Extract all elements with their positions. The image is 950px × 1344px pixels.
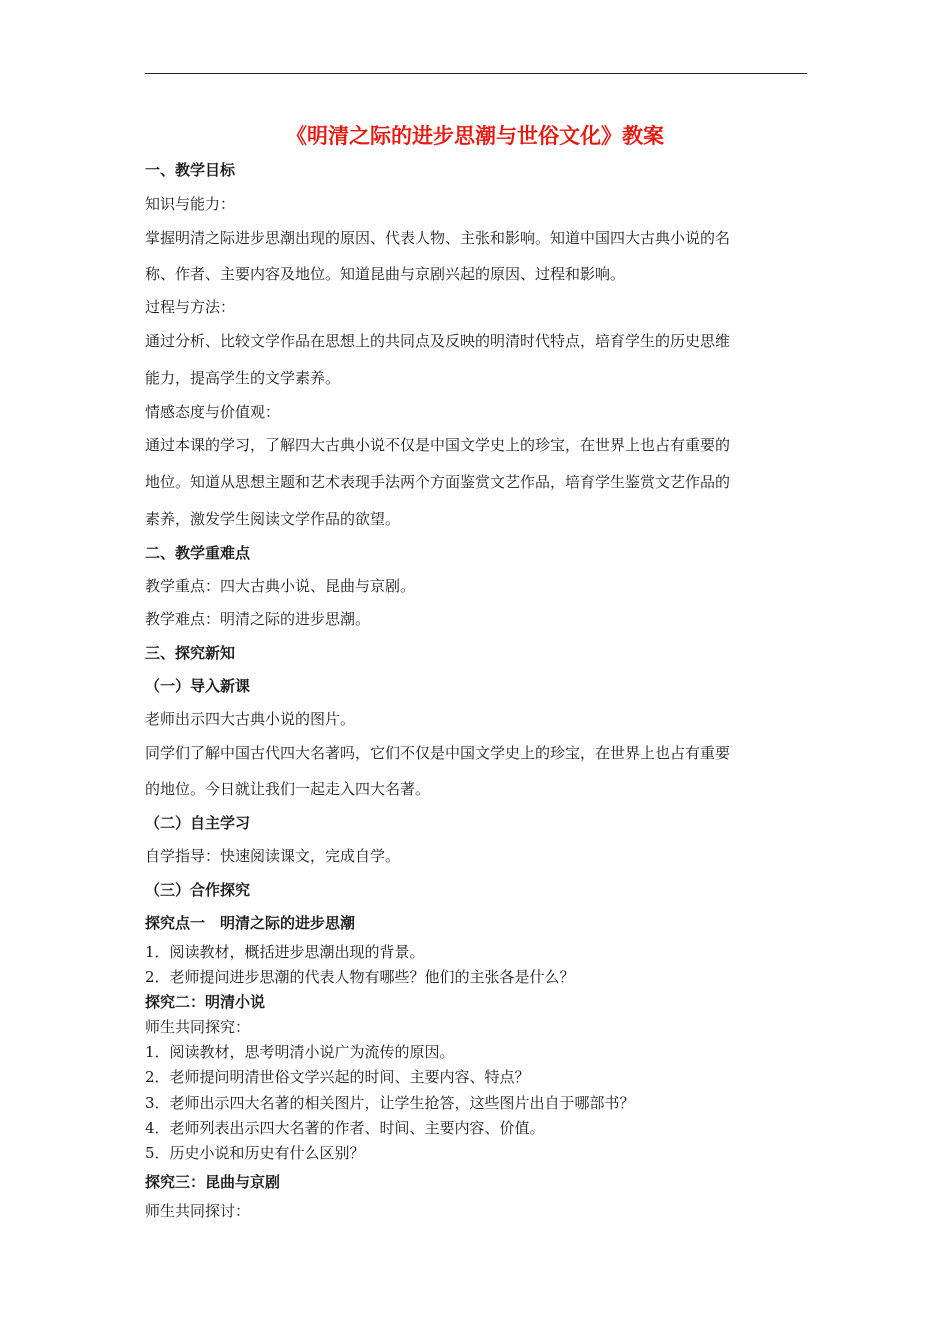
paragraph-line: 同学们了解中国古代四大名著吗，它们不仅是中国文学史上的珍宝，在世界上也占有重要 bbox=[145, 744, 731, 762]
list-item: 2．老师提问进步思潮的代表人物有哪些？他们的主张各是什么？ bbox=[145, 968, 575, 986]
header-rule bbox=[145, 73, 807, 74]
list-item: 2．老师提问明清世俗文学兴起的时间、主要内容、特点？ bbox=[145, 1068, 530, 1086]
paragraph-line: 老师出示四大古典小说的图片。 bbox=[145, 710, 356, 728]
paragraph-line: 师生共同探讨： bbox=[145, 1202, 251, 1220]
list-item: 3．老师出示四大名著的相关图片，让学生抢答，这些图片出自于哪部书？ bbox=[145, 1094, 635, 1112]
subheading: 知识与能力： bbox=[145, 195, 236, 213]
paragraph-line: 素养，激发学生阅读文学作品的欲望。 bbox=[145, 510, 401, 528]
list-item: 1．阅读教材，概括进步思潮出现的背景。 bbox=[145, 943, 425, 961]
paragraph-line: 称、作者、主要内容及地位。知道昆曲与京剧兴起的原因、过程和影响。 bbox=[145, 265, 626, 283]
paragraph-line: 教学重点：四大古典小说、昆曲与京剧。 bbox=[145, 577, 416, 595]
paragraph-line: 师生共同探究： bbox=[145, 1018, 251, 1036]
document-title: 《明清之际的进步思潮与世俗文化》教案 bbox=[286, 123, 664, 148]
paragraph-line: 地位。知道从思想主题和艺术表现手法两个方面鉴赏文艺作品，培育学生鉴赏文艺作品的 bbox=[145, 473, 731, 491]
inquiry-heading: 探究二：明清小说 bbox=[145, 993, 266, 1011]
subsection-heading: （三）合作探究 bbox=[145, 881, 251, 899]
paragraph-line: 能力，提高学生的文学素养。 bbox=[145, 369, 341, 387]
paragraph-line: 自学指导：快速阅读课文，完成自学。 bbox=[145, 847, 401, 865]
list-item: 4．老师列表出示四大名著的作者、时间、主要内容、价值。 bbox=[145, 1119, 545, 1137]
subsection-heading: （二）自主学习 bbox=[145, 814, 251, 832]
paragraph-line: 通过本课的学习，了解四大古典小说不仅是中国文学史上的珍宝，在世界上也占有重要的 bbox=[145, 436, 731, 454]
paragraph-line: 通过分析、比较文学作品在思想上的共同点及反映的明清时代特点，培育学生的历史思维 bbox=[145, 332, 731, 350]
list-item: 1．阅读教材，思考明清小说广为流传的原因。 bbox=[145, 1043, 455, 1061]
paragraph-line: 教学难点：明清之际的进步思潮。 bbox=[145, 610, 371, 628]
paragraph-line: 的地位。今日就让我们一起走入四大名著。 bbox=[145, 780, 431, 798]
list-item: 5．历史小说和历史有什么区别？ bbox=[145, 1144, 365, 1162]
subsection-heading: （一）导入新课 bbox=[145, 677, 251, 695]
paragraph-line: 掌握明清之际进步思潮出现的原因、代表人物、主张和影响。知道中国四大古典小说的名 bbox=[145, 229, 731, 247]
inquiry-heading: 探究三：昆曲与京剧 bbox=[145, 1173, 281, 1191]
subheading: 情感态度与价值观： bbox=[145, 403, 281, 421]
section-heading: 二、教学重难点 bbox=[145, 544, 251, 562]
section-heading: 三、探究新知 bbox=[145, 644, 236, 662]
inquiry-heading: 探究点一 明清之际的进步思潮 bbox=[145, 914, 356, 932]
subheading: 过程与方法： bbox=[145, 298, 236, 316]
section-heading: 一、教学目标 bbox=[145, 161, 236, 179]
